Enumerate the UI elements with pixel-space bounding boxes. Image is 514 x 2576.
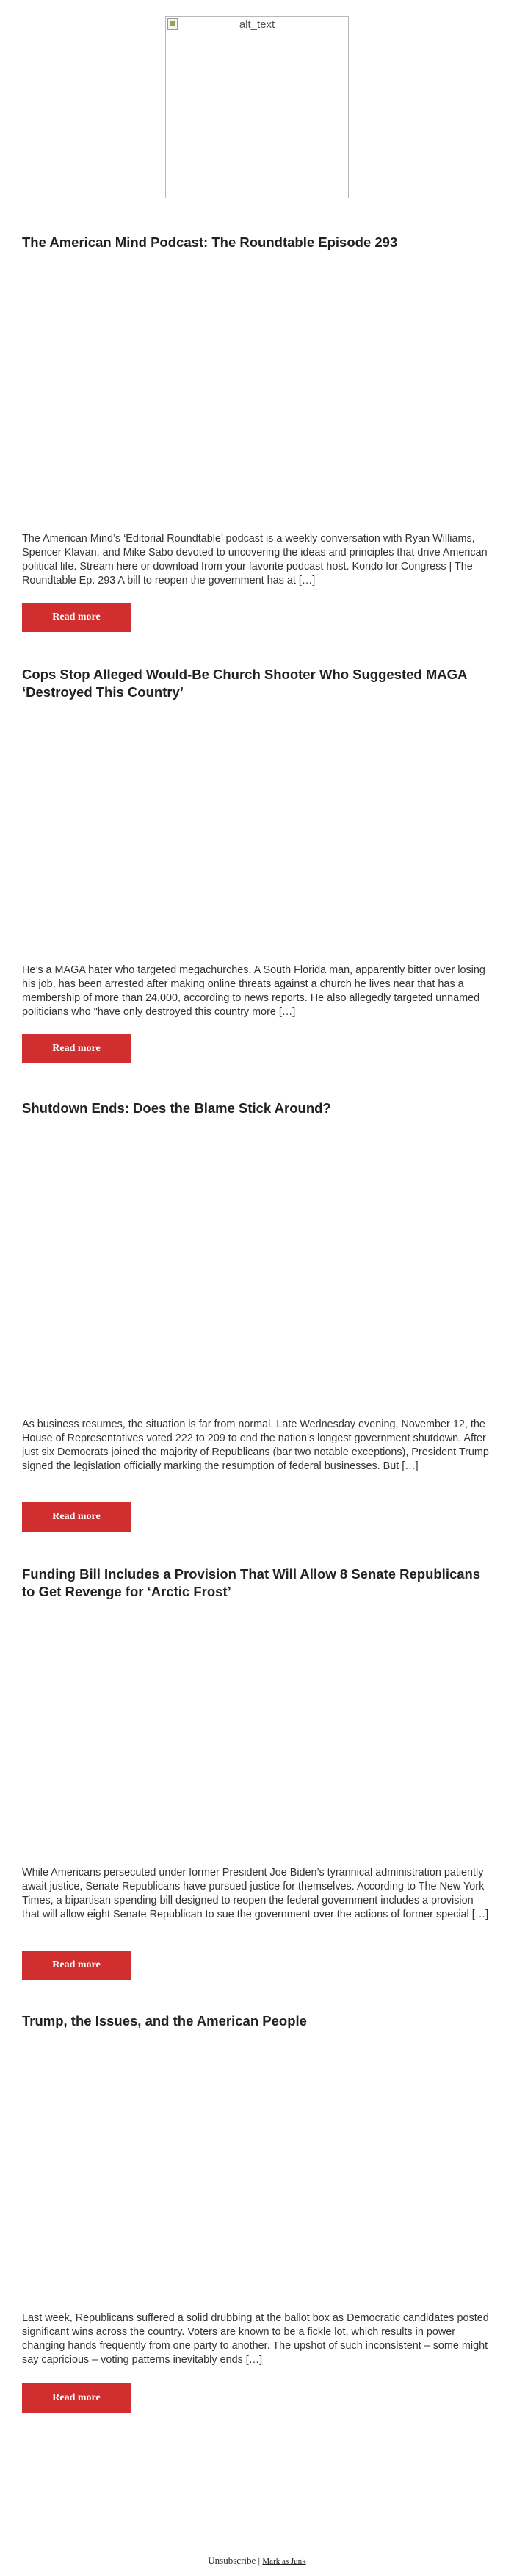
read-more-button[interactable]: Read more: [22, 2383, 131, 2413]
unsubscribe-link[interactable]: Unsubscribe: [208, 2555, 256, 2566]
article-title[interactable]: Shutdown Ends: Does the Blame Stick Around?: [22, 1100, 331, 1116]
article-title[interactable]: The American Mind Podcast: The Roundtable Episode 293: [22, 234, 398, 250]
article-excerpt: Last week, Republicans suffered a solid drubbing at the ballot box as Democratic candidates posted significant wins across the country. Voters are known to be a fickle lot, which results in power changing hands frequently from one party to another. The upshot of such inconsistent – some might say capricious – voting patterns inevitably ends […]: [22, 2312, 489, 2366]
article-card: [22, 2012, 492, 2403]
article-card: [22, 666, 492, 1054]
article-excerpt: While Americans persecuted under former President Joe Biden’s tyrannical administration patiently await justice, Senate Republicans have pursued justice for themselves. According to The New York Times, a bipartisan spending bill designed to reopen the federal government includes a provision that will allow eight Senate Republican to sue the government over the actions of former special […]: [22, 1867, 489, 1920]
footer: [0, 2555, 514, 2566]
article-card: [22, 1099, 492, 1522]
article-excerpt: The American Mind’s ‘Editorial Roundtable’ podcast is a weekly conversation with Ryan Williams, Spencer Klavan, and Mike Sabo devoted to uncovering the ideas and principles that drive American political life. Stream here or download from your favorite podcast host. Kondo for Congress | The Roundtable Ep. 293 A bill to reopen the government has at […]: [22, 533, 488, 586]
article-title[interactable]: Trump, the Issues, and the American People: [22, 2013, 307, 2028]
read-more-button[interactable]: Read more: [22, 1951, 131, 1980]
read-more-button[interactable]: Read more: [22, 603, 131, 632]
header-logo-image: [165, 16, 349, 198]
read-more-button[interactable]: Read more: [22, 1502, 131, 1532]
article-title[interactable]: Funding Bill Includes a Provision That Will Allow 8 Senate Republicans to Get Revenge for ‘Arctic Frost’: [22, 1566, 481, 1599]
mark-as-junk-link[interactable]: Mark as Junk: [262, 2557, 306, 2566]
footer-separator: |: [258, 2555, 261, 2566]
logo-alt-text: alt_text: [239, 18, 275, 31]
article-excerpt: As business resumes, the situation is far from normal. Late Wednesday evening, November 12, the House of Representatives voted 222 to 209 to end the nation’s longest government shutdown. After just six Democrats joined the majority of Republicans (bar two notable exceptions), President Trump signed the legislation officially marking the resumption of federal businesses. But […]: [22, 1418, 489, 1472]
read-more-button[interactable]: Read more: [22, 1034, 131, 1063]
article-card: [22, 234, 492, 623]
article-title[interactable]: Cops Stop Alleged Would-Be Church Shooter Who Suggested MAGA ‘Destroyed This Country’: [22, 667, 467, 700]
article-excerpt: He’s a MAGA hater who targeted megachurches. A South Florida man, apparently bitter over losing his job, has been arrested after making online threats against a church he lives near that has a membership of more than 24,000, according to news reports. He also allegedly targeted unnamed politicians who "have only destroyed this country more […]: [22, 964, 485, 1018]
article-card: [22, 1565, 492, 1970]
